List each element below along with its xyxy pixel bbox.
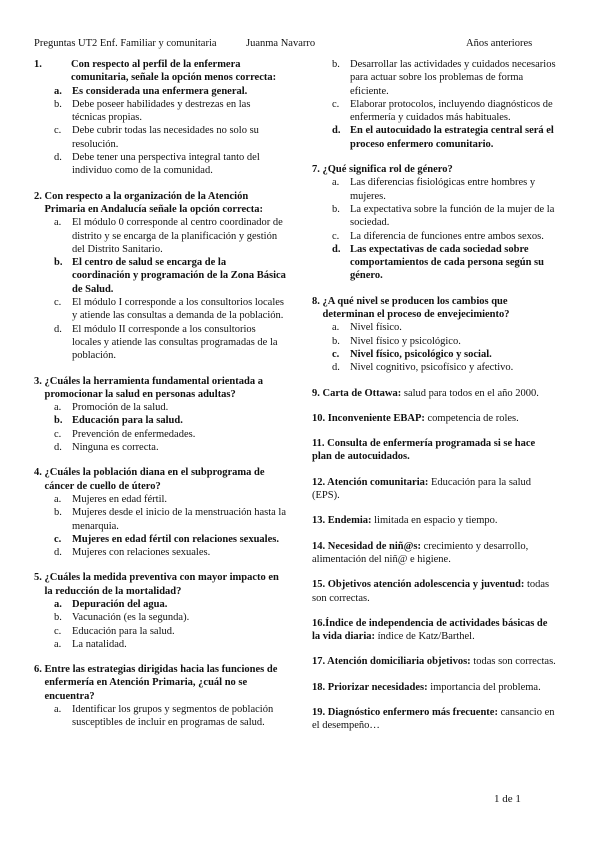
question-6 <box>34 663 286 729</box>
option: b. El centro de salud se encarga de la coordinación y programación de la Zona Básica de Salud. <box>54 257 286 295</box>
question-2 <box>34 190 286 363</box>
option: a. Nivel físico. <box>332 322 402 334</box>
answer-9: 9. Carta de Ottawa: salud para todos en el año 2000. <box>312 387 539 399</box>
answer-13: 13. Endemia: limitada en espacio y tiempo. <box>312 515 498 527</box>
option: b. Educación para la salud. <box>54 415 183 427</box>
option: a. El módulo 0 corresponde al centro coordinador de distrito y se encarga de la planificación y gestión del Distrito Sanitario. <box>54 217 283 255</box>
option: b. Desarrollar las actividades y cuidados necesarios para actuar sobre los problemas de forma eficiente. <box>332 59 556 97</box>
option: b. Debe poseer habilidades y destrezas en las técnicas propias. <box>54 98 251 124</box>
question-number: 6. <box>34 664 42 676</box>
option: d. En el autocuidado la estrategia central será el proceso enfermero comunitario. <box>332 125 554 150</box>
option: b. Nivel físico y psicológico. <box>332 335 461 347</box>
option: a. Promoción de la salud. <box>54 402 169 414</box>
option: c. Elaborar protocolos, incluyendo diagnósticos de enfermería y cuidados más habituales. <box>332 98 553 124</box>
answer-16: 16.Índice de independencia de actividades básicas de la vida diaria: índice de Katz/Barthel. <box>312 617 548 643</box>
option: a. Mujeres en edad fértil. <box>54 493 168 505</box>
question-4 <box>34 466 286 559</box>
option: a. Depuración del agua. <box>54 598 168 610</box>
question-text: Entre las estrategias dirigidas hacia las funciones de enfermería en Atención Primaria, ¿cuál no se encuentra? <box>44 664 278 702</box>
header-title: Preguntas UT2 Enf. Familiar y comunitaria <box>34 38 217 49</box>
question-6-continued <box>312 58 556 151</box>
question-number: 7. <box>312 164 320 176</box>
option: c. Mujeres en edad fértil con relaciones sexuales. <box>54 533 279 545</box>
option: a. Es considerada una enfermera general. <box>54 85 248 97</box>
answer-11: 11. Consulta de enfermería programada si se hace plan de autocuidados. <box>312 438 536 463</box>
question-text: ¿Cuáles la herramienta fundamental orientada a promocionar la salud en personas adultas? <box>44 375 263 400</box>
option: b. Vacunación (es la segunda). <box>54 612 190 624</box>
question-number: 5. <box>34 572 42 584</box>
option: d. Debe tener una perspectiva integral tanto del individuo como de la comunidad. <box>54 152 260 177</box>
option: d. Nivel cognitivo, psicofísico y afectivo. <box>332 362 514 374</box>
left-column <box>34 58 286 742</box>
option: c. Debe cubrir todas las necesidades no solo su resolución. <box>54 125 259 150</box>
header-section: Años anteriores <box>466 38 533 49</box>
option: a. Identificar los grupos y segmentos de población susceptibles de incluir en programas de salud. <box>54 704 274 729</box>
option: c. El módulo I corresponde a los consultorios locales y atiende las consultas a demanda de la población. <box>54 297 284 322</box>
question-number: 4. <box>34 467 42 479</box>
option: d. Las expectativas de cada sociedad sobre comportamientos de cada persona según su género. <box>332 243 544 282</box>
question-5 <box>34 571 286 651</box>
right-column <box>312 58 556 745</box>
answer-17: 17. Atención domiciliaria objetivos: todas son correctas. <box>312 656 556 668</box>
answer-10: 10. Inconveniente EBAP: competencia de roles. <box>312 412 519 424</box>
question-1 <box>34 58 286 178</box>
header-author: Juanma Navarro <box>246 38 316 49</box>
question-number: 8. <box>312 295 320 307</box>
option: c. Prevención de enfermedades. <box>54 428 196 440</box>
question-text: ¿Qué significa rol de género? <box>322 164 453 176</box>
answer-18: 18. Priorizar necesidades: importancia del problema. <box>312 681 541 693</box>
option: b. Mujeres desde el inicio de la menstruación hasta la menarquia. <box>54 507 287 532</box>
question-7 <box>312 163 556 283</box>
question-number: 1. <box>34 59 42 70</box>
question-text: ¿A qué nivel se producen los cambios que determinan el proceso de envejecimiento? <box>322 295 510 321</box>
option: a. Las diferencias fisiológicas entre hombres y mujeres. <box>332 177 536 202</box>
option: c. La diferencia de funciones entre ambos sexos. <box>332 230 544 242</box>
option: c. Educación para la salud. <box>54 625 175 637</box>
answer-15: 15. Objetivos atención adolescencia y juventud: todas son correctas. <box>312 579 550 604</box>
question-text: ¿Cuáles la medida preventiva con mayor impacto en la reducción de la mortalidad? <box>44 572 279 597</box>
option: d. Ninguna es correcta. <box>54 442 159 454</box>
answer-19: 19. Diagnóstico enfermero más frecuente: cansancio en el desempeño… <box>312 706 555 732</box>
question-number: 3. <box>34 375 42 387</box>
question-text: ¿Cuáles la población diana en el subprograma de cáncer de cuello de útero? <box>44 467 265 492</box>
option: b. La expectativa sobre la función de la mujer de la sociedad. <box>332 203 555 229</box>
question-8 <box>312 295 556 375</box>
option: c. Nivel físico, psicológico y social. <box>332 348 492 360</box>
answer-14: 14. Necesidad de niñ@s: crecimiento y desarrollo, alimentación del niñ@ e higiene. <box>312 540 529 565</box>
answer-12: 12. Atención comunitaria: Educación para la salud (EPS). <box>312 476 531 502</box>
question-3 <box>34 375 286 455</box>
question-text: Con respecto a la organización de la Atención Primaria en Andalucía señale la opción correcta: <box>44 190 264 215</box>
question-text: Con respecto al perfil de la enfermera comunitaria, señale la opción menos correcta: <box>71 59 277 84</box>
option: d. El módulo II corresponde a los consultorios locales y atiende las consultas programadas de la población. <box>54 323 278 362</box>
page-number: 1 de 1 <box>494 793 521 805</box>
option: a. La natalidad. <box>54 638 127 650</box>
question-number: 2. <box>34 190 42 202</box>
option: d. Mujeres con relaciones sexuales. <box>54 547 211 559</box>
